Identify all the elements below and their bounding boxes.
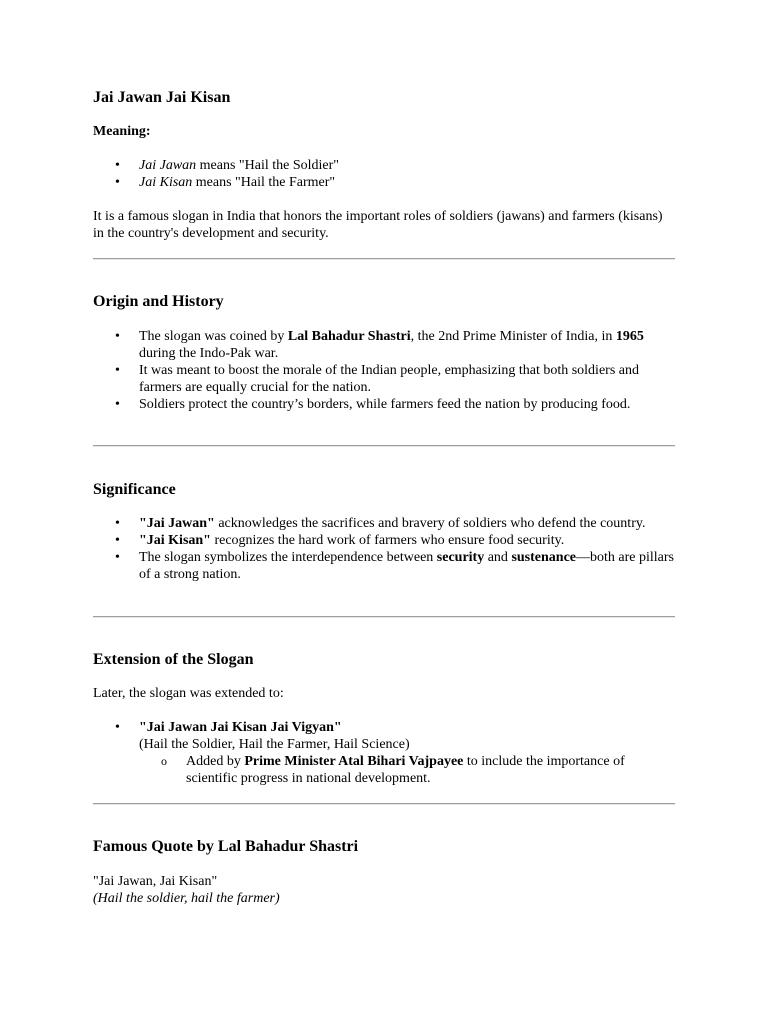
significance-list bbox=[93, 515, 675, 583]
list-item-text: Soldiers protect the country’s borders, while farmers feed the nation by producing food. bbox=[139, 397, 631, 412]
extended-slogan: "Jai Jawan Jai Kisan Jai Vigyan" bbox=[139, 720, 342, 735]
term-jai-kisan: Jai Kisan bbox=[139, 175, 193, 190]
bullet-icon: • bbox=[115, 363, 120, 378]
quote-text bbox=[93, 873, 675, 907]
list-item bbox=[93, 157, 675, 174]
extension-intro: Later, the slogan was extended to: bbox=[93, 686, 284, 701]
document-title: Jai Jawan Jai Kisan bbox=[93, 89, 231, 106]
text-run: The slogan symbolizes the interdependence between bbox=[139, 550, 437, 565]
text-run: , the 2nd Prime Minister of India, in bbox=[410, 329, 616, 344]
quote-translation: (Hail the soldier, hail the farmer) bbox=[93, 891, 280, 906]
term-meaning: means "Hail the Farmer" bbox=[192, 175, 336, 190]
bullet-icon: • bbox=[115, 329, 120, 344]
name-lal-bahadur-shastri: Lal Bahadur Shastri bbox=[287, 329, 411, 344]
bullet-icon: • bbox=[115, 516, 120, 531]
text-run: and bbox=[484, 550, 512, 565]
circle-bullet-icon: o bbox=[161, 754, 167, 768]
meaning-label: Meaning: bbox=[93, 124, 151, 139]
text-run: to include the importance of scientific progress in national development. bbox=[186, 754, 625, 786]
list-item bbox=[93, 532, 675, 549]
section-divider bbox=[93, 803, 675, 805]
bullet-icon: • bbox=[115, 158, 120, 173]
term-sustenance: sustenance bbox=[511, 550, 576, 565]
extension-sublist bbox=[139, 753, 675, 787]
year-1965: 1965 bbox=[615, 329, 644, 344]
list-item-text: It was meant to boost the morale of the Indian people, emphasizing that both soldiers and farmers are equally crucial for the nation. bbox=[139, 363, 639, 395]
section-divider bbox=[93, 445, 675, 447]
text-run: recognizes the hard work of farmers who ensure food security. bbox=[210, 533, 565, 548]
text-run: Added by bbox=[186, 754, 245, 769]
meaning-list bbox=[93, 157, 675, 191]
term-jai-jawan: Jai Jawan bbox=[139, 158, 197, 173]
slogan-jai-kisan: "Jai Kisan" bbox=[139, 533, 211, 548]
term-meaning: means "Hail the Soldier" bbox=[196, 158, 339, 173]
significance-heading: Significance bbox=[93, 481, 176, 498]
bullet-icon: • bbox=[115, 533, 120, 548]
extension-list bbox=[93, 719, 675, 787]
term-security: security bbox=[436, 550, 485, 565]
quote-heading: Famous Quote by Lal Bahadur Shastri bbox=[93, 838, 359, 855]
list-item bbox=[93, 719, 675, 787]
quote-line: "Jai Jawan, Jai Kisan" bbox=[93, 874, 218, 889]
bullet-icon: • bbox=[115, 175, 120, 190]
list-item bbox=[93, 396, 675, 413]
origin-list bbox=[93, 328, 675, 413]
text-run: —both are pillars of a strong nation. bbox=[139, 550, 674, 582]
section-divider bbox=[93, 258, 675, 260]
list-item bbox=[93, 549, 675, 583]
meaning-paragraph: It is a famous slogan in India that honors the important roles of soldiers (jawans) and farmers (kisans) in the country's development and security. bbox=[93, 209, 663, 241]
section-divider bbox=[93, 616, 675, 618]
text-run: acknowledges the sacrifices and bravery of soldiers who defend the country. bbox=[214, 516, 646, 531]
list-item bbox=[93, 362, 675, 396]
slogan-jai-jawan: "Jai Jawan" bbox=[139, 516, 215, 531]
slogan-translation: (Hail the Soldier, Hail the Farmer, Hail Science) bbox=[139, 737, 410, 752]
bullet-icon: • bbox=[115, 397, 120, 412]
bullet-icon: • bbox=[115, 720, 120, 735]
sub-list-item bbox=[139, 753, 675, 787]
list-item bbox=[93, 515, 675, 532]
text-run: during the Indo-Pak war. bbox=[139, 346, 279, 361]
bullet-icon: • bbox=[115, 550, 120, 565]
name-atal-bihari-vajpayee: Prime Minister Atal Bihari Vajpayee bbox=[244, 754, 464, 769]
origin-heading: Origin and History bbox=[93, 293, 224, 310]
list-item bbox=[93, 174, 675, 191]
text-run: The slogan was coined by bbox=[139, 329, 288, 344]
extension-heading: Extension of the Slogan bbox=[93, 651, 254, 668]
list-item bbox=[93, 328, 675, 362]
